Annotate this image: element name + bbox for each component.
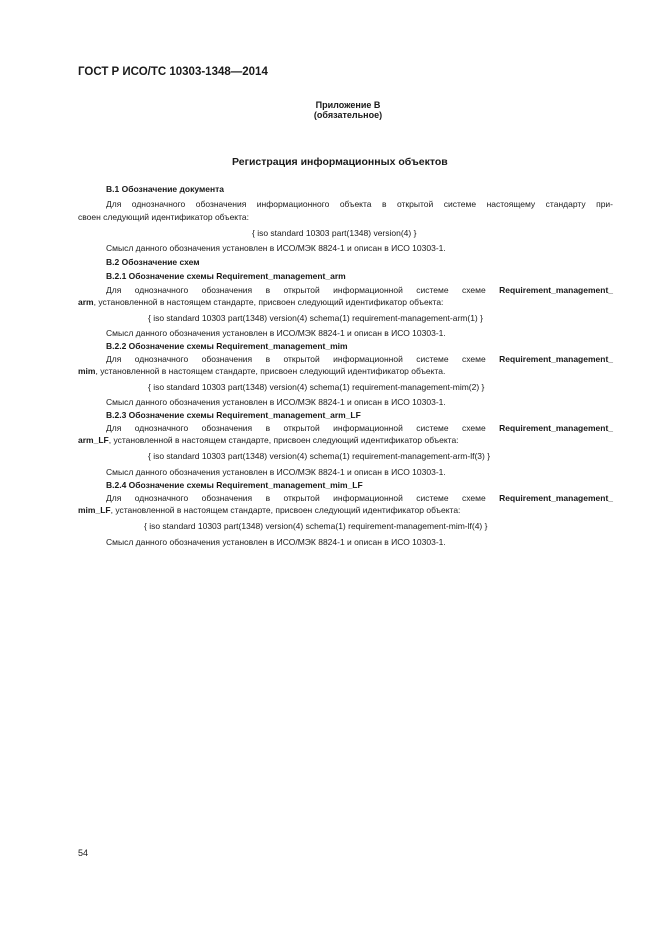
b24-line1-schema: Requirement_management_ <box>499 493 613 503</box>
b21-line1-schema: Requirement_management_ <box>499 285 613 295</box>
b22-line1-schema: Requirement_management_ <box>499 354 613 364</box>
b23-paragraph-line2 <box>78 435 459 446</box>
b1-identifier: { iso standard 10303 part(1348) version(4) } <box>252 228 417 238</box>
b23-meaning: Смысл данного обозначения установлен в ИСО/МЭК 8824-1 и описан в ИСО 10303-1. <box>106 467 446 477</box>
section-title: Регистрация информационных объектов <box>232 156 448 168</box>
b2-heading: В.2 Обозначение схем <box>106 257 200 267</box>
b24-line2-text: , установленной в настоящем стандарте, присвоен следующий идентификатор объекта: <box>110 505 461 515</box>
b23-identifier: { iso standard 10303 part(1348) version(4) schema(1) requirement-management-arm-lf(3) } <box>148 451 491 461</box>
b24-line1-text: Для однозначного обозначения в открытой информационной системе схеме <box>106 493 486 503</box>
b24-meaning: Смысл данного обозначения установлен в ИСО/МЭК 8824-1 и описан в ИСО 10303-1. <box>106 537 446 547</box>
page-number: 54 <box>78 848 89 858</box>
b24-identifier: { iso standard 10303 part(1348) version(4) schema(1) requirement-management-mim-lf(4) } <box>144 521 488 531</box>
b21-line2-schema: arm <box>78 297 94 307</box>
b24-heading: В.2.4 Обозначение схемы Requirement_management_mim_LF <box>106 480 363 490</box>
b21-line1-text: Для однозначного обозначения в открытой информационной системе схеме <box>106 285 486 295</box>
b21-paragraph-line2 <box>78 297 443 308</box>
b21-line2-text: , установленной в настоящем стандарте, присвоен следующий идентификатор объекта: <box>93 297 444 307</box>
b1-heading: В.1 Обозначение документа <box>106 184 225 194</box>
b24-paragraph-line1 <box>78 493 613 504</box>
b22-heading: В.2.2 Обозначение схемы Requirement_management_mim <box>106 341 348 351</box>
b23-paragraph-line1 <box>78 423 613 434</box>
annex-title: Приложение В <box>315 100 381 110</box>
b24-paragraph-line2 <box>78 505 460 516</box>
annex-status: (обязательное) <box>313 110 383 120</box>
b23-line2-schema: arm_LF <box>78 435 109 445</box>
document-code: ГОСТ Р ИСО/ТС 10303-1348—2014 <box>78 66 268 78</box>
b1-paragraph-line2: своен следующий идентификатор объекта: <box>78 212 249 222</box>
b24-line2-schema: mim_LF <box>78 505 111 515</box>
b22-line2-text: , установленной в настоящем стандарте, присвоен следующий идентификатор объекта. <box>95 366 446 376</box>
b22-line2-schema: mim <box>78 366 96 376</box>
b21-paragraph-line1 <box>78 285 613 296</box>
b21-identifier: { iso standard 10303 part(1348) version(4) schema(1) requirement-management-arm(1) } <box>148 313 483 323</box>
b23-line2-text: , установленной в настоящем стандарте, присвоен следующий идентификатор объекта: <box>108 435 459 445</box>
b22-identifier: { iso standard 10303 part(1348) version(4) schema(1) requirement-management-mim(2) } <box>148 382 485 392</box>
b23-line1-text: Для однозначного обозначения в открытой информационной системе схеме <box>106 423 486 433</box>
b22-paragraph-line2 <box>78 366 445 377</box>
b21-meaning: Смысл данного обозначения установлен в ИСО/МЭК 8824-1 и описан в ИСО 10303-1. <box>106 328 446 338</box>
b22-meaning: Смысл данного обозначения установлен в ИСО/МЭК 8824-1 и описан в ИСО 10303-1. <box>106 397 446 407</box>
b1-paragraph-line1: Для однозначного обозначения информационного объекта в открытой системе настоящему стандарту при- <box>106 199 613 209</box>
b1-meaning: Смысл данного обозначения установлен в ИСО/МЭК 8824-1 и описан в ИСО 10303-1. <box>106 243 446 253</box>
b22-line1-text: Для однозначного обозначения в открытой информационной системе схеме <box>106 354 486 364</box>
b21-heading: В.2.1 Обозначение схемы Requirement_management_arm <box>106 271 346 281</box>
b22-paragraph-line1 <box>78 354 613 365</box>
b23-line1-schema: Requirement_management_ <box>499 423 613 433</box>
b23-heading: В.2.3 Обозначение схемы Requirement_management_arm_LF <box>106 410 361 420</box>
